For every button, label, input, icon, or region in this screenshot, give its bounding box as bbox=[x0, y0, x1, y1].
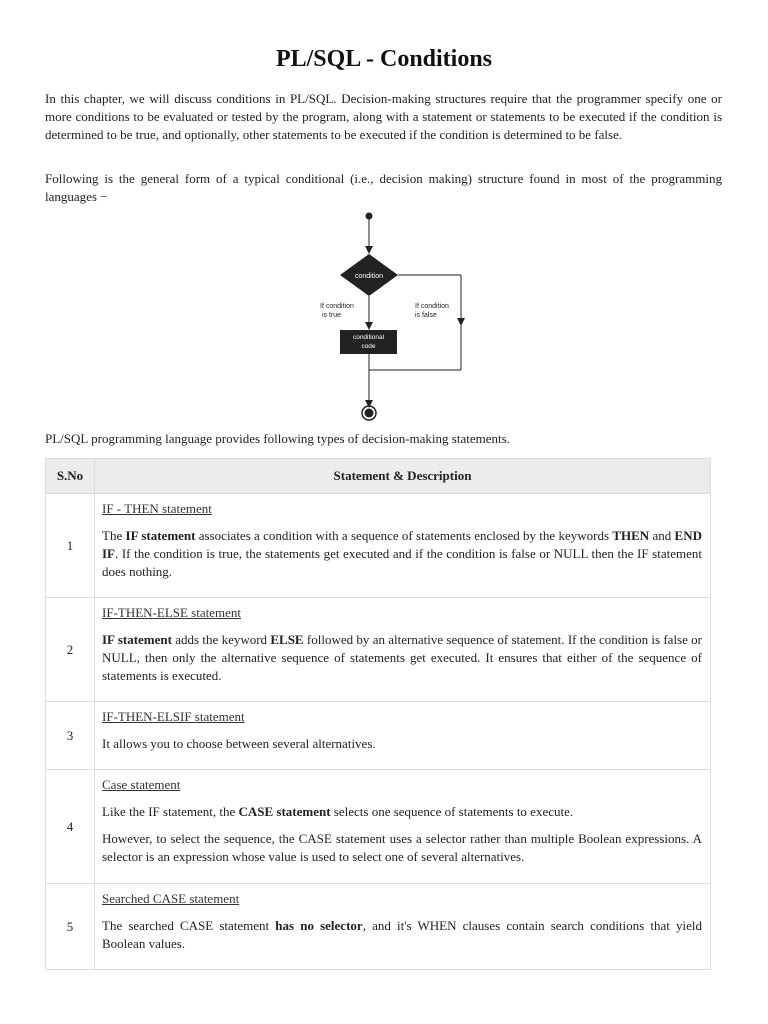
table-row bbox=[46, 884, 711, 970]
row-description bbox=[95, 770, 711, 884]
row-text-2: However, to select the sequence, the CASE statement uses a selector rather than multiple Boolean expressions. A selector is an expression whose value is used to select one of several alternatives. bbox=[102, 831, 702, 864]
general-form-paragraph: Following is the general form of a typical conditional (i.e., decision making) structure found in most of the programming languages − bbox=[45, 171, 722, 204]
header-statement-description: Statement & Description bbox=[95, 459, 711, 494]
page-title: PL/SQL - Conditions bbox=[275, 46, 493, 72]
types-intro-paragraph: PL/SQL programming language provides following types of decision-making statements. bbox=[45, 431, 510, 446]
intro-paragraph: In this chapter, we will discuss conditions in PL/SQL. Decision-making structures require that the programmer specify one or more conditions to be evaluated or tested by the program, along with a statement or statements to be executed if the condition is determined to be true, and optionally, other statements to be executed if the condition is determined to be false. bbox=[45, 91, 722, 142]
true-label-line1: If condition bbox=[320, 303, 354, 310]
condition-label: condition bbox=[354, 273, 384, 280]
true-label-line2: is true bbox=[322, 312, 342, 319]
decision-flowchart bbox=[300, 208, 470, 426]
code-label-line1: conditional bbox=[352, 334, 385, 341]
false-label-line1: If condition bbox=[415, 303, 449, 310]
table-header-row bbox=[46, 459, 711, 494]
row-number: 1 bbox=[46, 494, 95, 598]
row-text: The searched CASE statement has no selector, and it's WHEN clauses contain search conditions that yield Boolean values. bbox=[102, 918, 702, 951]
row-number: 5 bbox=[46, 884, 95, 970]
searched-case-link[interactable]: Searched CASE statement bbox=[102, 891, 240, 906]
row-text: Like the IF statement, the CASE statement selects one sequence of statements to execute. bbox=[102, 804, 574, 819]
case-statement-link[interactable]: Case statement bbox=[102, 777, 181, 792]
flow-start-node bbox=[366, 213, 373, 220]
if-then-elsif-link[interactable]: IF-THEN-ELSIF statement bbox=[102, 709, 245, 724]
table-row bbox=[46, 494, 711, 598]
table-row bbox=[46, 702, 711, 770]
row-text: The IF statement associates a condition with a sequence of statements enclosed by the keywords THEN and END IF. If the condition is true, the statements get executed and if the condition is false or NULL then the IF statement does nothing. bbox=[102, 528, 702, 579]
row-text: It allows you to choose between several alternatives. bbox=[102, 736, 376, 751]
row-description bbox=[95, 494, 711, 598]
row-number: 2 bbox=[46, 598, 95, 702]
header-sno: S.No bbox=[46, 459, 95, 494]
row-number: 4 bbox=[46, 770, 95, 884]
if-then-link[interactable]: IF - THEN statement bbox=[102, 501, 212, 516]
table-row bbox=[46, 770, 711, 884]
row-description bbox=[95, 598, 711, 702]
row-text: IF statement adds the keyword ELSE followed by an alternative sequence of statement. If the condition is false or NULL, then only the alternative sequence of statements get executed. It ensures that either of the sequence of statements is executed. bbox=[102, 632, 703, 683]
statements-table bbox=[45, 458, 711, 970]
row-description bbox=[95, 702, 711, 770]
if-then-else-link[interactable]: IF-THEN-ELSE statement bbox=[102, 605, 241, 620]
row-description bbox=[95, 884, 711, 970]
code-label-line2: code bbox=[361, 343, 376, 350]
false-label-line2: is false bbox=[415, 312, 437, 319]
row-number: 3 bbox=[46, 702, 95, 770]
table-row bbox=[46, 598, 711, 702]
